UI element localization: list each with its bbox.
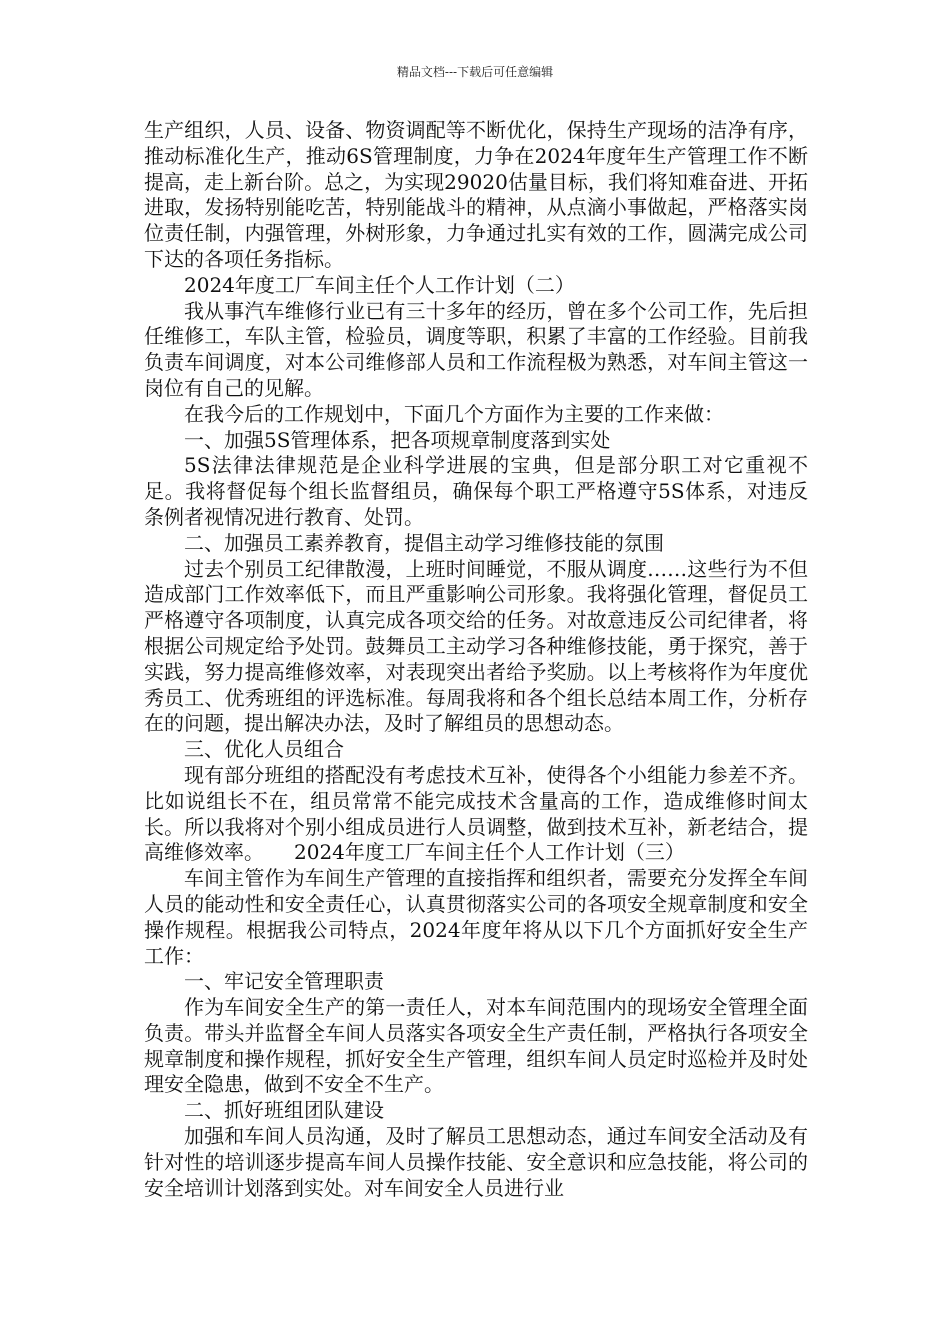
paragraph: 过去个别员工纪律散漫，上班时间睡觉，不服从调度……这些行为不但造成部门工作效率低下，而且严重影响公司形象。我将强化管理，督促员工严格遵守各项制度，认真完成各项交给的任务。对故意违反公司纪律者，将根据公司规定给予处罚。鼓舞员工主动学习各种维修技能，勇于探究，善于实践，努力提高维修效率，对表现突出者给予奖励。以上考核将作为年度优秀员工、优秀班组的评选标准。每周我将和各个组长总结本周工作，分析存在的问题，提出解决办法，及时了解组员的思想动态。 [144, 556, 808, 736]
document-body [144, 118, 808, 1201]
paragraph: 现有部分班组的搭配没有考虑技术互补，使得各个小组能力参差不齐。比如说组长不在，组员常常不能完成技术含量高的工作，造成维修时间太长。所以我将对个别小组成员进行人员调整，做到技术互补，新老结合，提高维修效率。 2024年度工厂车间主任个人工作计划（三） [144, 762, 808, 865]
paragraph: 生产组织，人员、设备、物资调配等不断优化，保持生产现场的洁净有序，推动标准化生产，推动6S管理制度，力争在2024年度年生产管理工作不断提高，走上新台阶。总之，为实现29020估量目标，我们将知难奋进、开拓进取，发扬特别能吃苦，特别能战斗的精神，从点滴小事做起，严格落实岗位责任制，内强管理，外树形象，力争通过扎实有效的工作，圆满完成公司下达的各项任务指标。 [144, 118, 808, 271]
section-title: 2024年度工厂车间主任个人工作计划（二） [184, 272, 575, 297]
paragraph: 作为车间安全生产的第一责任人，对本车间范围内的现场安全管理全面负责。带头并监督全车间人员落实各项安全生产责任制，严格执行各项安全规章制度和操作规程，抓好安全生产管理，组织车间人员定时巡检并及时处理安全隐患，做到不安全不生产。 [144, 995, 808, 1097]
paragraph: 我从事汽车维修行业已有三十多年的经历，曾在多个公司工作，先后担任维修工，车队主管，检验员，调度等职，积累了丰富的工作经验。目前我负责车间调度，对本公司维修部人员和工作流程极为熟悉，对车间主管这一岗位有自己的见解。 [144, 298, 808, 400]
paragraph: 在我今后的工作规划中，下面几个方面作为主要的工作来做： [184, 401, 724, 426]
subheading: 一、加强5S管理体系，把各项规章制度落到实处 [184, 427, 611, 452]
subheading: 三、优化人员组合 [184, 737, 344, 762]
subheading: 二、加强员工素养教育，提倡主动学习维修技能的氛围 [184, 530, 664, 555]
paragraph: 车间主管作为车间生产管理的直接指挥和组织者，需要充分发挥全车间人员的能动性和安全责任心，认真贯彻落实公司的各项安全规章制度和安全操作规程。根据我公司特点，2024年度年将从以下几个方面抓好安全生产工作： [144, 866, 808, 968]
paragraph: 加强和车间人员沟通，及时了解员工思想动态，通过车间安全活动及有针对性的培训逐步提高车间人员操作技能、安全意识和应急技能，将公司的安全培训计划落到实处。对车间安全人员进行业 [144, 1124, 808, 1200]
subheading: 二、抓好班组团队建设 [184, 1098, 384, 1123]
page-header: 精品文档---下载后可任意编辑 [396, 65, 554, 79]
paragraph: 5S法律法律规范是企业科学进展的宝典，但是部分职工对它重视不足。我将督促每个组长监督组员，确保每个职工严格遵守5S体系，对违反条例者视情况进行教育、处罚。 [144, 453, 808, 529]
subheading: 一、牢记安全管理职责 [184, 969, 384, 994]
